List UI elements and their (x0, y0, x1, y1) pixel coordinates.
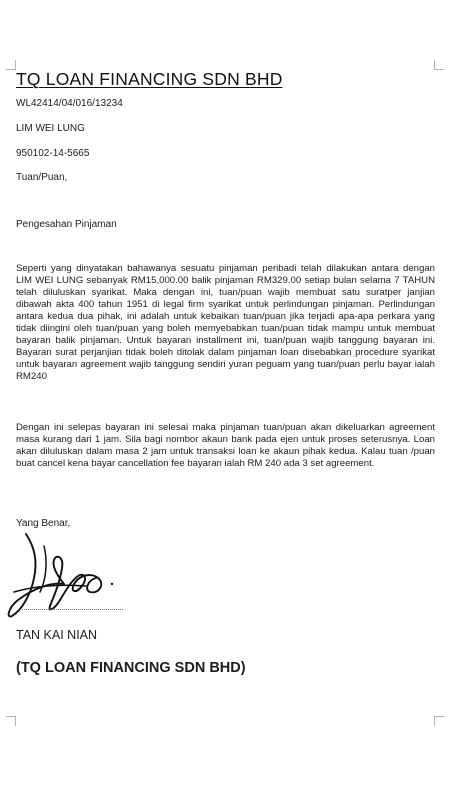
body-paragraph-1: Seperti yang dinyatakan bahawanya sesuatu pinjaman peribadi telah dilakukan antara dengan LIM WEI LUNG sebanyak RM15,000.00 balik pinjaman RM329.00 setiap bulan selama 7 TAHUN telah diluluskan syarikat. Maka dengan ini, tuan/puan wajib membuat satu suratper janjian dibawah akta 400 tahun 1951 di legal firm syarikat untuk perlindungan pinjaman. Perlindungan antara kedua dua pihak, ini adalah untuk kebaikan tuan/puan jika terjadi apa-apa perkara yang tidak diingini oleh tuan/puan yang boleh memyebabkan tuan/puan tidak mampu untuk membuat bayaran balik pinjaman. Untuk bayaran installment ini, tuan/puan wajib tanggung bayaran ini. Bayaran surat perjanjian tidak boleh ditolak dalam pinjaman loan disebabkan procedure syarikat untuk bayaran agreement wajib tanggung sendiri yuran peguam yang tuan/puan perlu bayar ialah RM240 (16, 263, 435, 382)
body-paragraph-2: Dengan ini selepas bayaran ini selesai maka pinjaman tuan/puan akan dikeluarkan agreement masa kurang dari 1 jam. Sila bagi nombor akaun bank pada ejen untuk proses seterusnya. Loan akan diluluskan dalam masa 2 jam untuk transaksi loan ke akaun pihak kedua. Kalau tuan /puan buat cancel kena bayar cancellation fee bayaran ialah RM 240 ada 3 set agreement. (16, 422, 435, 469)
signer-name: TAN KAI NIAN (16, 628, 98, 642)
closing: Yang Benar, (16, 518, 71, 529)
page-corner-mark (434, 60, 444, 70)
recipient-name: LIM WEI LUNG (16, 123, 85, 134)
signature-line (18, 609, 123, 610)
page-corner-mark (6, 60, 16, 70)
handwritten-signature (4, 526, 134, 626)
salutation: Tuan/Puan, (16, 172, 68, 183)
reference-number: WL42414/04/016/13234 (16, 98, 123, 109)
recipient-ic-number: 950102-14-5665 (16, 148, 90, 159)
page-corner-mark (6, 716, 16, 726)
page-corner-mark (434, 716, 444, 726)
company-footer: (TQ LOAN FINANCING SDN BHD) (16, 660, 246, 676)
letter-subject: Pengesahan Pinjaman (16, 219, 117, 230)
company-title: TQ LOAN FINANCING SDN BHD (16, 69, 283, 89)
